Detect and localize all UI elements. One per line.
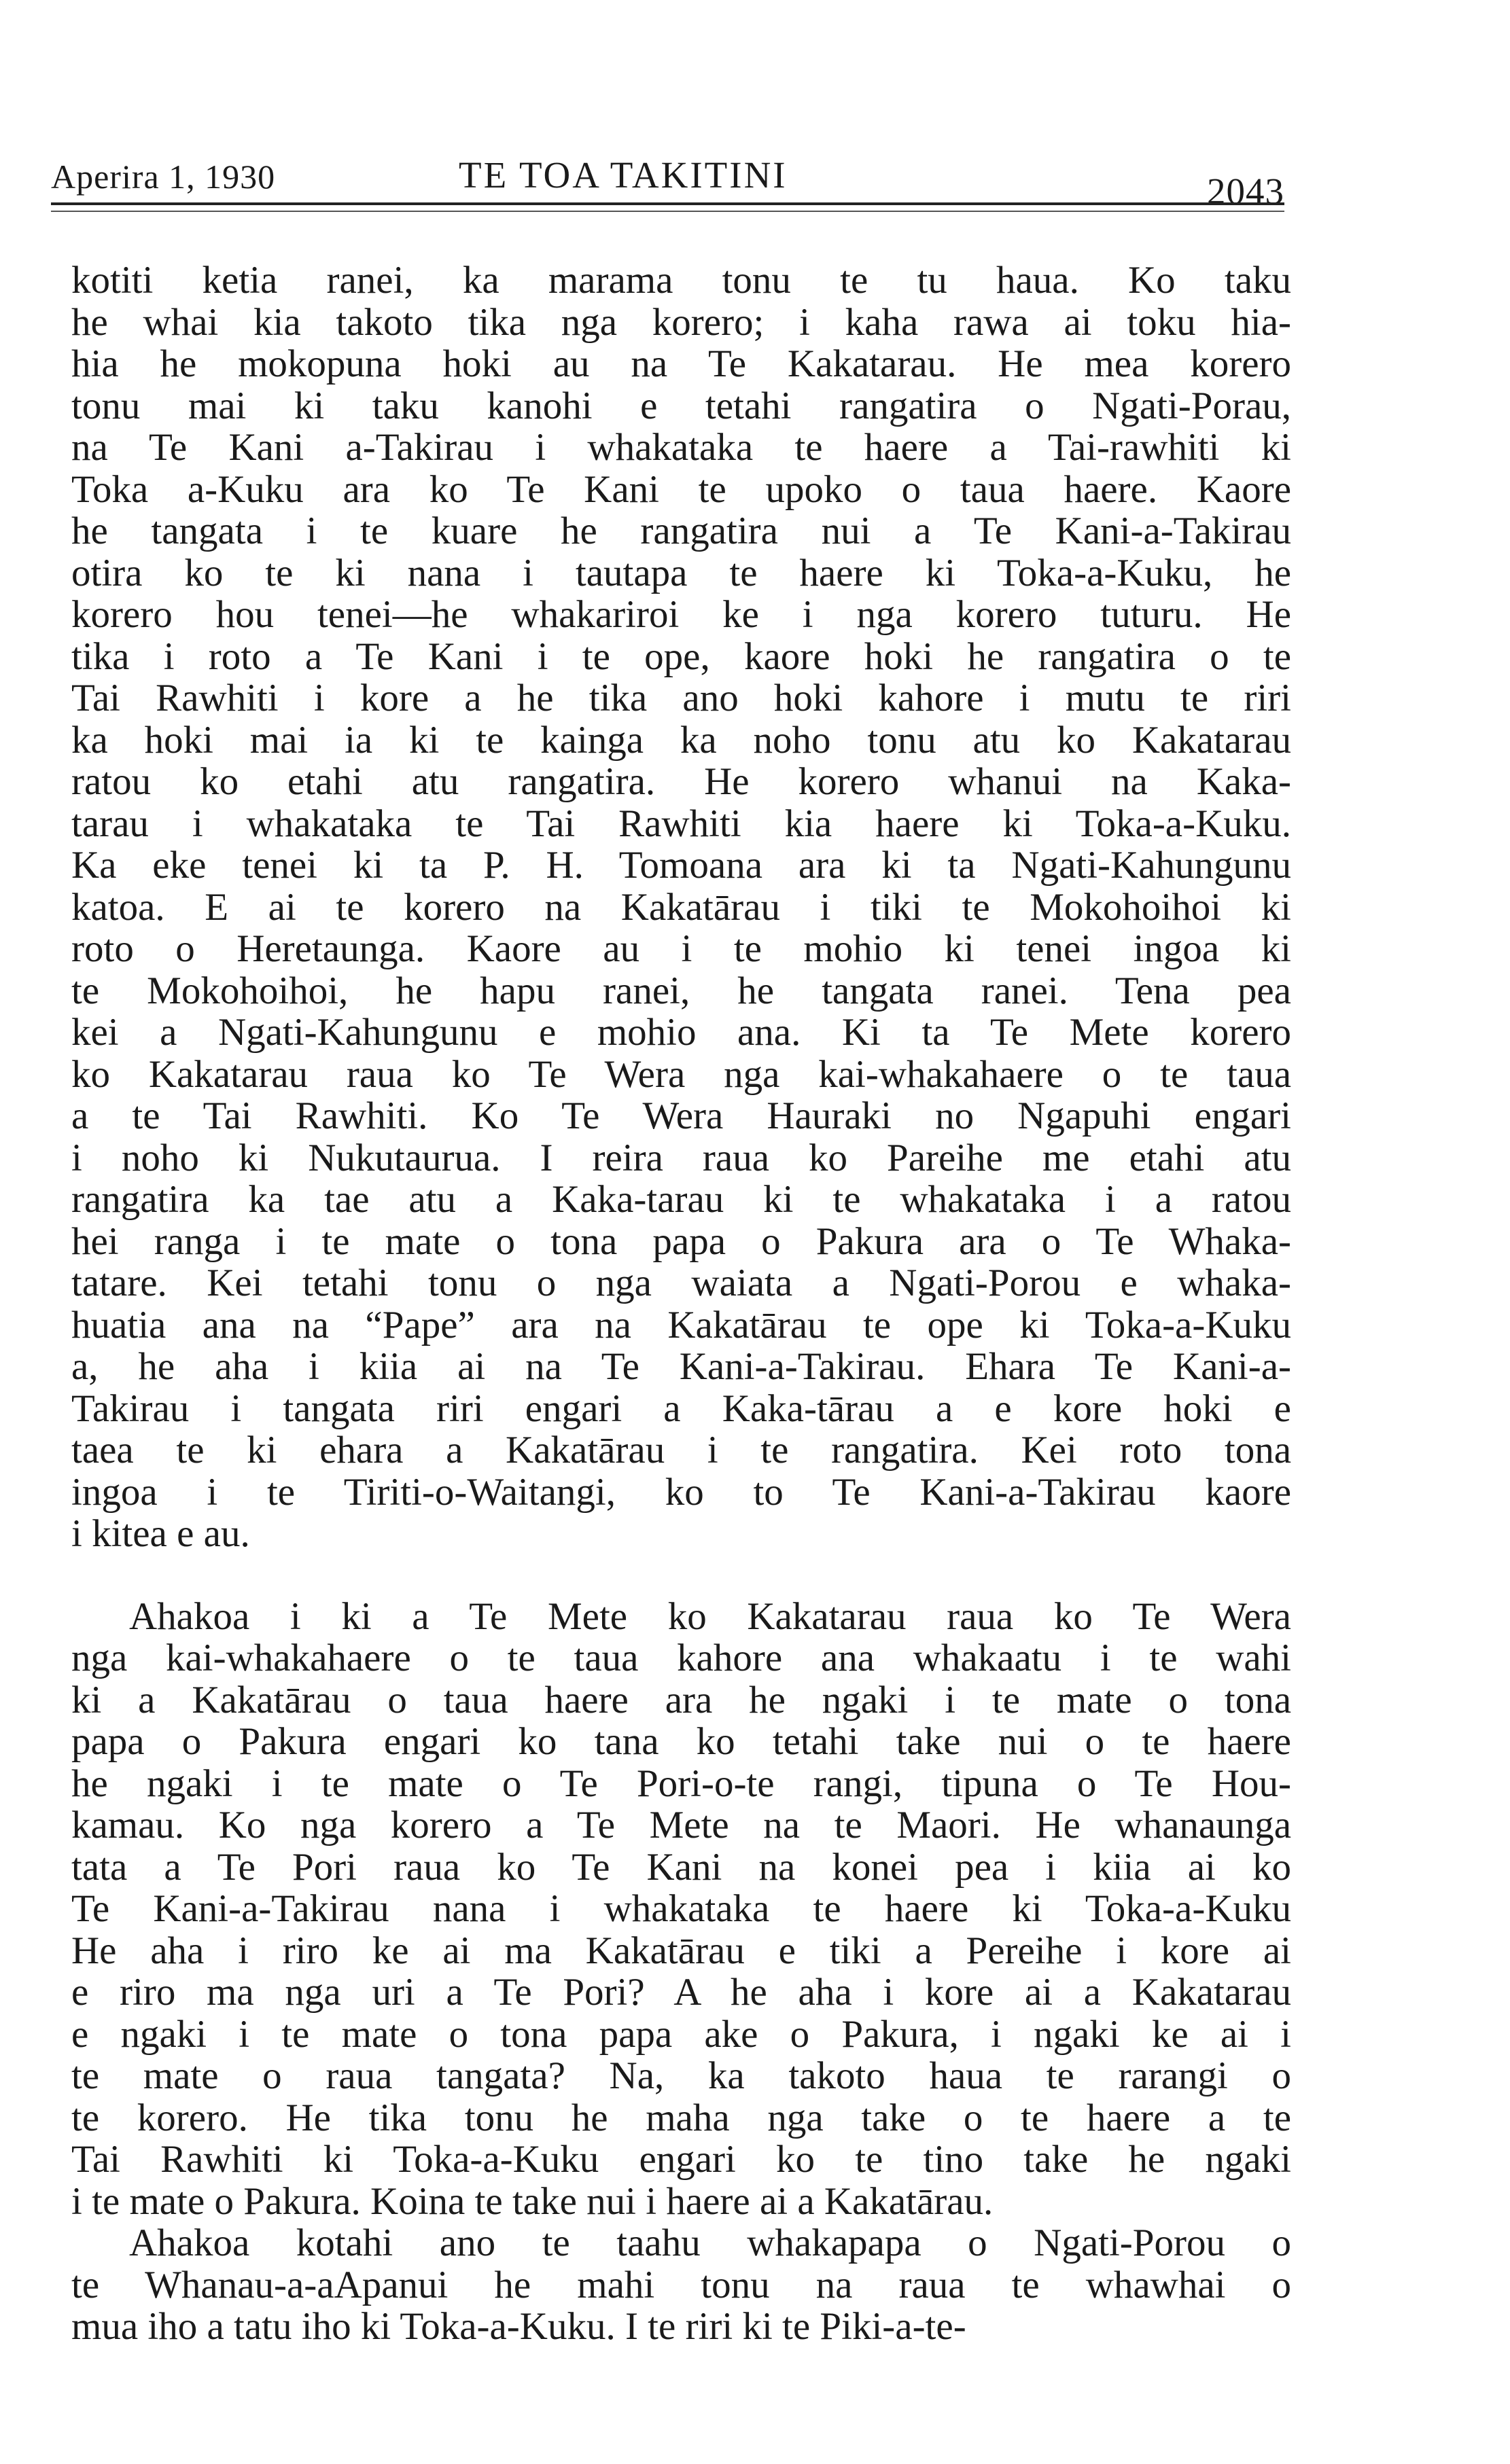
header-rule-secondary [51,211,1284,212]
text-line: Tai Rawhiti ki Toka-a-Kuku engari ko te tino take he ngaki [71,2138,1291,2181]
text-line: katoa. E ai te korero na Kakatārau i tiki te Mokohoihoi ki [71,885,1291,929]
text-line: tatare. Kei tetahi tonu o nga waiata a Ngati-Porou e whaka- [71,1262,1291,1304]
text-line: kei a Ngati-Kahungunu e mohio ana. Ki ta Te Mete korero [71,1011,1291,1054]
text-line: mua iho a tatu iho ki Toka-a-Kuku. I te riri ki te Piki-a-te- [71,2305,966,2348]
text-line: rangatira ka tae atu a Kaka-tarau ki te whakataka i a ratou [71,1178,1291,1221]
text-line: Ka eke tenei ki ta P. H. Tomoana ara ki ta Ngati-Kahungunu [71,844,1291,887]
paragraph [71,1596,1291,2223]
text-line: He aha i riro ke ai ma Kakatārau e tiki a Pereihe i kore ai [71,1929,1291,1972]
text-line: Te Kani-a-Takirau nana i whakataka te haere ki Toka-a-Kuku [71,1887,1291,1930]
text-line: Ahakoa kotahi ano te taahu whakapapa o Ngati-Porou o [129,2221,1291,2264]
text-line: tarau i whakataka te Tai Rawhiti kia haere ki Toka-a-Kuku. [71,802,1291,845]
text-line: he tangata i te kuare he rangatira nui a Te Kani-a-Takirau [71,510,1291,552]
text-line: nga kai-whakahaere o te taua kahore ana whakaatu i te wahi [71,1637,1291,1679]
text-line: kamau. Ko nga korero a Te Mete na te Maori. He whanaunga [71,1804,1291,1846]
text-line: i kitea e au. [71,1512,250,1555]
text-line: a, he aha i kiia ai na Te Kani-a-Takirau. Ehara Te Kani-a- [71,1345,1291,1388]
text-line: otira ko te ki nana i tautapa te haere ki Toka-a-Kuku, he [71,551,1291,594]
text-line: he ngaki i te mate o Te Pori-o-te rangi, tipuna o Te Hou- [71,1762,1291,1805]
text-line: ratou ko etahi atu rangatira. He korero whanui na Kaka- [71,760,1291,803]
text-line: na Te Kani a-Takirau i whakataka te haere a Tai-rawhiti ki [71,426,1291,469]
text-line: ka hoki mai ia ki te kainga ka noho tonu atu ko Kakatarau [71,718,1291,762]
text-line: e ngaki i te mate o tona papa ake o Pakura, i ngaki ke ai i [71,2012,1291,2056]
text-line: Takirau i tangata riri engari a Kaka-tārau a e kore hoki e [71,1387,1291,1430]
text-line: te Mokohoihoi, he hapu ranei, he tangata ranei. Tena pea [71,969,1291,1012]
text-line: huatia ana na “Pape” ara na Kakatārau te ope ki Toka-a-Kuku [71,1303,1291,1346]
text-line: hei ranga i te mate o tona papa o Pakura ara o Te Whaka- [71,1219,1291,1263]
text-line: papa o Pakura engari ko tana ko tetahi take nui o te haere [71,1720,1291,1763]
text-line: tata a Te Pori raua ko Te Kani na konei pea i kiia ai ko [71,1845,1291,1889]
text-line: e riro ma nga uri a Te Pori? A he aha i kore ai a Kakatarau [71,1971,1291,2014]
paragraph [71,260,1291,1555]
text-line: kotiti ketia ranei, ka marama tonu te tu haua. Ko taku [71,259,1291,302]
text-line: tonu mai ki taku kanohi e tetahi rangatira o Ngati-Porau, [71,384,1291,427]
running-head-title: TE TOA TAKITINI [459,154,788,196]
text-line: te korero. He tika tonu he maha nga take o te haere a te [71,2096,1291,2139]
text-line: Tai Rawhiti i kore a he tika ano hoki kahore i mutu te riri [71,677,1291,719]
text-line: Toka a-Kuku ara ko Te Kani te upoko o taua haere. Kaore [71,467,1291,511]
page-number: 2043 [1207,171,1284,212]
text-line: te mate o raua tangata? Na, ka takoto haua te rarangi o [71,2054,1291,2097]
running-head [51,146,1284,212]
text-line: i noho ki Nukutaurua. I reira raua ko Pareihe me etahi atu [71,1136,1291,1179]
text-line: te Whanau-a-aApanui he mahi tonu na raua te whawhai o [71,2263,1291,2306]
text-line: i te mate o Pakura. Koina te take nui i haere ai a Kakatārau. [71,2179,994,2223]
text-line: taea te ki ehara a Kakatārau i te rangatira. Kei roto tona [71,1429,1291,1471]
text-line: korero hou tenei—he whakariroi ke i nga korero tuturu. He [71,593,1291,636]
text-line: ki a Kakatārau o taua haere ara he ngaki i te mate o tona [71,1678,1291,1721]
text-line: ingoa i te Tiriti-o-Waitangi, ko to Te Kani-a-Takirau kaore [71,1470,1291,1514]
text-line: he whai kia takoto tika nga korero; i kaha rawa ai toku hia- [71,300,1291,344]
text-line: tika i roto a Te Kani i te ope, kaore hoki he rangatira o te [71,635,1291,678]
running-head-date: Aperira 1, 1930 [51,158,276,196]
text-line: Ahakoa i ki a Te Mete ko Kakatarau raua ko Te Wera [129,1594,1291,1638]
text-line: hia he mokopuna hoki au na Te Kakatarau. He mea korero [71,342,1291,385]
body-text [71,260,1291,2348]
text-line: a te Tai Rawhiti. Ko Te Wera Hauraki no Ngapuhi engari [71,1094,1291,1137]
header-rule [51,202,1284,205]
paragraph [71,2222,1291,2348]
text-line: roto o Heretaunga. Kaore au i te mohio ki tenei ingoa ki [71,927,1291,970]
text-line: ko Kakatarau raua ko Te Wera nga kai-whakahaere o te taua [71,1052,1291,1096]
paragraph-gap [71,1555,1291,1596]
